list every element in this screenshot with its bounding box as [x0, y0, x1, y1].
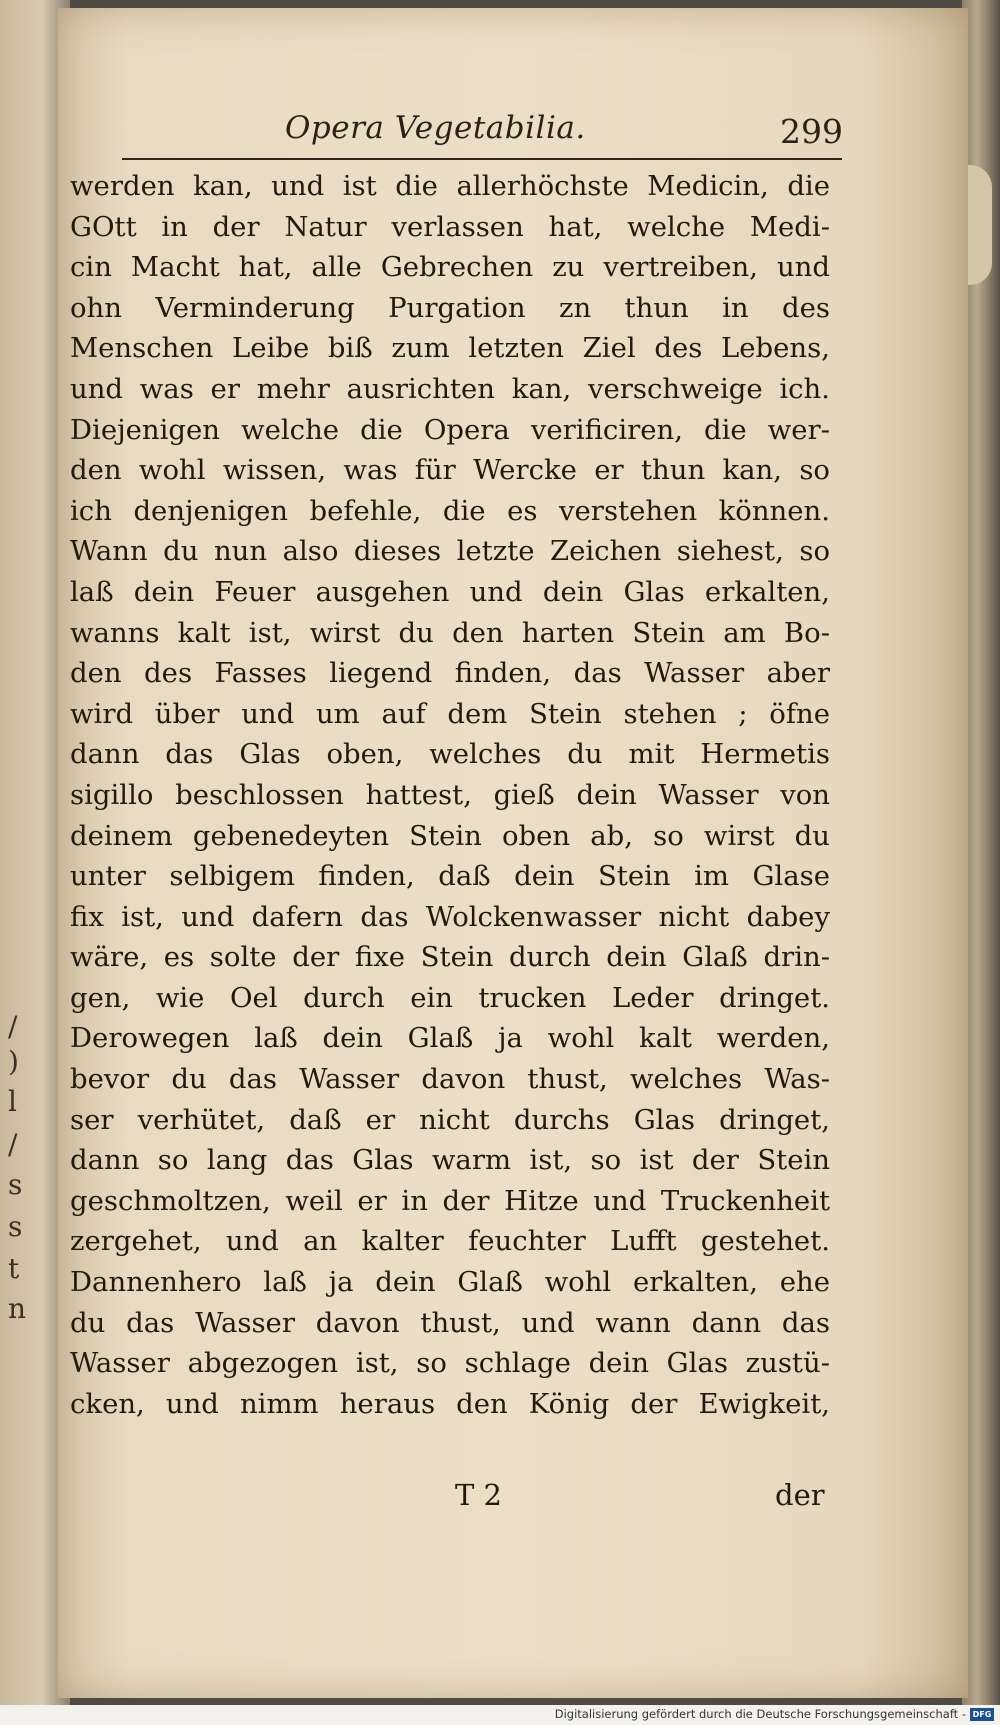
text-line: GOtt in der Natur verlassen hat, welche Medi- — [70, 210, 830, 243]
facing-page-fragment: / — [8, 1128, 18, 1161]
text-line: Derowegen laß dein Glaß ja wohl kalt werden, — [70, 1022, 830, 1055]
text-line: ich denjenigen befehle, die es verstehen können. — [70, 494, 830, 527]
text-line: wäre, es solte der fixe Stein durch dein Glaß drin- — [70, 941, 830, 974]
text-line: Dannenhero laß ja dein Glaß wohl erkalten, ehe — [70, 1266, 830, 1299]
text-line: Wasser abgezogen ist, so schlage dein Glas zustü- — [70, 1347, 830, 1380]
text-line: sigillo beschlossen hattest, gieß dein Wasser von — [70, 778, 830, 811]
facing-page-fragment: n — [8, 1292, 27, 1325]
text-line: cken, und nimm heraus den König der Ewigkeit, — [70, 1387, 830, 1420]
digitization-footer — [0, 1705, 1000, 1725]
text-line: laß dein Feuer ausgehen und dein Glas erkalten, — [70, 575, 830, 608]
text-line: den wohl wissen, was für Wercke er thun kan, so — [70, 454, 830, 487]
text-line: bevor du das Wasser davon thust, welches Was- — [70, 1063, 830, 1096]
text-line: ohn Verminderung Purgation zn thun in des — [70, 291, 830, 324]
text-line: Menschen Leibe biß zum letzten Ziel des Lebens, — [70, 332, 830, 365]
text-line: zergehet, und an kalter feuchter Lufft gestehet. — [70, 1225, 830, 1258]
facing-page-fragment: t — [8, 1252, 20, 1285]
text-line: Diejenigen welche die Opera verificiren, die wer- — [70, 413, 830, 446]
facing-page-fragment: s — [8, 1210, 23, 1243]
text-line: den des Fasses liegend finden, das Wasser aber — [70, 657, 830, 690]
facing-page-fragment: l — [8, 1085, 17, 1118]
catchword: der — [775, 1478, 825, 1512]
facing-page-fragment: s — [8, 1168, 23, 1201]
text-line: wird über und um auf dem Stein stehen ; öfne — [70, 697, 830, 730]
body-text — [70, 166, 830, 1424]
text-line: dann das Glas oben, welches du mit Hermetis — [70, 738, 830, 771]
header-rule — [122, 158, 842, 160]
text-line: dann so lang das Glas warm ist, so ist der Stein — [70, 1144, 830, 1177]
text-line: und was er mehr ausrichten kan, verschweige ich. — [70, 372, 830, 405]
facing-page-fragment: / — [8, 1010, 18, 1043]
text-line: unter selbigem finden, daß dein Stein im Glase — [70, 860, 830, 893]
text-line: werden kan, und ist die allerhöchste Medicin, die — [70, 170, 830, 202]
signature-mark: T 2 — [455, 1478, 503, 1512]
text-line: gen, wie Oel durch ein trucken Leder dringet. — [70, 981, 830, 1014]
dfg-logo-icon: DFG — [970, 1708, 994, 1721]
text-line: fix ist, und dafern das Wolckenwasser nicht dabey — [70, 900, 830, 933]
text-line: Wann du nun also dieses letzte Zeichen siehest, so — [70, 535, 830, 568]
text-line: geschmoltzen, weil er in der Hitze und Truckenheit — [70, 1184, 830, 1217]
running-title: Opera Vegetabilia. — [285, 110, 586, 146]
text-line: wanns kalt ist, wirst du den harten Stein am Bo- — [70, 616, 830, 649]
text-line: deinem gebenedeyten Stein oben ab, so wirst du — [70, 819, 830, 852]
text-line: du das Wasser davon thust, und wann dann das — [70, 1306, 830, 1339]
facing-page-fragment: ) — [8, 1045, 19, 1078]
funding-credit: Digitalisierung gefördert durch die Deutsche Forschungsgemeinschaft - — [554, 1707, 966, 1721]
page-number: 299 — [780, 112, 843, 151]
page-header — [200, 110, 850, 160]
text-line: cin Macht hat, alle Gebrechen zu vertreiben, und — [70, 251, 830, 284]
text-line: ser verhütet, daß er nicht durchs Glas dringet, — [70, 1103, 830, 1136]
